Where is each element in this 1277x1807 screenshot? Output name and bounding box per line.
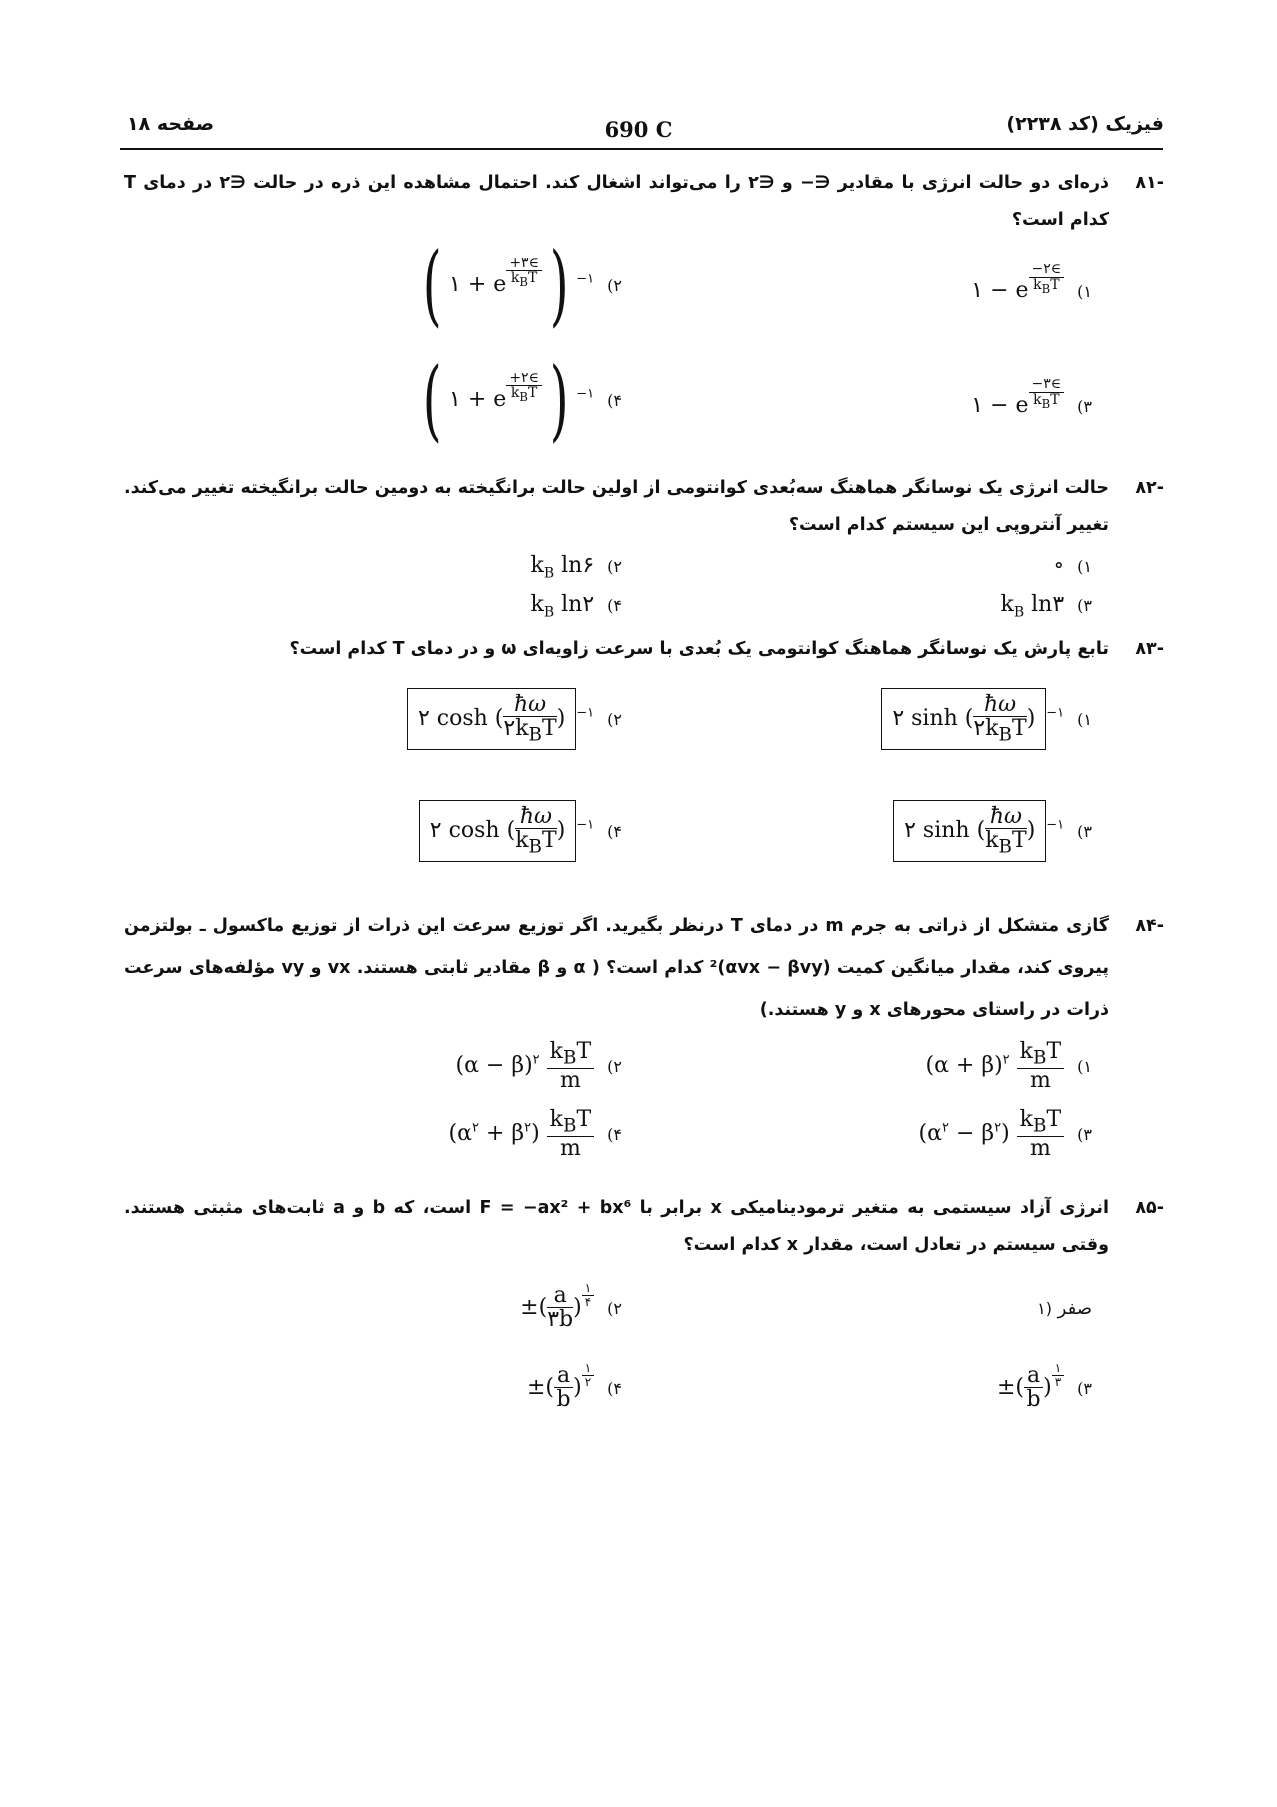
option-label: (۴ (607, 821, 622, 841)
option-expr: ۲ cosh ( $\frac{ħ\omega}{۲k_BT}$ ) $^{-۱}$ (407, 706, 594, 731)
option-expr: $k_B$ ln۶ (530, 553, 595, 582)
option-82-4[interactable] (531, 592, 623, 620)
option-expr: ( ۱ + e $\frac{+۲\in}{k_BT}$ ) $^{-۱}$ (422, 348, 595, 451)
question-number: ۸۳- (1135, 639, 1164, 659)
option-label: (۳ (1077, 397, 1092, 417)
option-82-2[interactable] (531, 553, 623, 581)
option-expr: ۲ sinh ( $\frac{ħ\omega}{k_BT}$ ) $^{-۱}$ (893, 818, 1064, 843)
option-expr: ±( $\frac{a}{۳b}$ ) $\frac{۱}{۴}$ (520, 1295, 594, 1320)
option-83-3[interactable] (893, 800, 1092, 862)
option-81-4[interactable] (415, 348, 622, 451)
option-expr: ( ۱ + e $\frac{+۳\in}{k_BT}$ ) $^{-۱}$ (422, 233, 595, 336)
header-code: 690 C (604, 117, 673, 142)
question-text: گازی متشکل از ذراتی به جرم m در دمای T درنظر بگیرید. اگر توزیع سرعت این ذرات از توزیع ماکسول ـ بولتزمن پیروی کند، مقدار میانگین کمیت (αvx − βvy)² کدام است؟ ( α و β مقادیر ثابتی هستند. vx و vy مؤلفه‌های سرعت ذرات در راستای محورهای x و y هستند.) (124, 916, 1109, 1020)
option-label: (۳ (1077, 821, 1092, 841)
option-label: (۲ (607, 1056, 622, 1076)
option-81-1[interactable] (971, 262, 1092, 303)
option-label: (۱ (1077, 709, 1092, 729)
option-expr: $(\alpha^۲ - \beta^۲)$ $\frac{k_BT}{m}$ (919, 1121, 1065, 1146)
option-85-3[interactable] (997, 1362, 1092, 1412)
option-83-1[interactable] (881, 688, 1092, 750)
question-text: تابع پارش یک نوسانگر هماهنگ کوانتومی یک بُعدی با سرعت زاویه‌ای ω و در دمای T کدام است؟ (289, 639, 1109, 659)
option-label: (۲ (607, 275, 622, 295)
option-83-2[interactable] (407, 688, 622, 750)
question-text: حالت انرژی یک نوسانگر هماهنگ سه‌بُعدی کوانتومی از اولین حالت برانگیخته به دومین حالت برانگیخته تغییر می‌کند. تغییر آنتروپی این سیستم کدام است؟ (124, 478, 1109, 535)
header-divider (120, 148, 1163, 150)
question-number: ۸۱- (1135, 173, 1164, 193)
option-expr: ۲ cosh ( $\frac{ħ\omega}{k_BT}$ ) $^{-۱}$ (419, 818, 594, 843)
option-82-1[interactable] (1053, 553, 1092, 578)
question-text: ذره‌ای دو حالت انرژی با مقادیر ∈− و ∈۲ را می‌تواند اشغال کند. احتمال مشاهده این ذره در حالت ∈۲ در دمای T کدام است؟ (124, 173, 1110, 230)
option-expr: ±( $\frac{a}{b}$ ) $\frac{۱}{۳}$ (997, 1375, 1064, 1400)
question-84 (124, 905, 1164, 1031)
question-text: انرژی آزاد سیستمی به متغیر ترمودینامیکی x برابر با F = −ax² + bx⁶ است، که b و a ثابت‌های مثبتی هستند. وقتی سیستم در تعادل است، مقدار x کدام است؟ (124, 1198, 1109, 1255)
option-label: (۱ (1037, 1299, 1052, 1318)
option-84-1[interactable] (926, 1040, 1093, 1092)
option-expr: ∘ (1053, 553, 1065, 578)
header-subject: فیزیک (کد ۲۲۳۸) (1006, 113, 1164, 135)
option-83-4[interactable] (419, 800, 622, 862)
option-label: (۱ (1077, 557, 1092, 576)
header-page: صفحه ۱۸ (127, 113, 215, 135)
option-81-3[interactable] (971, 377, 1092, 418)
option-expr: $k_B$ ln۳ (1000, 592, 1065, 621)
option-expr: صفر (1057, 1298, 1092, 1319)
option-label: (۱ (1077, 1056, 1092, 1076)
question-81 (124, 165, 1164, 239)
option-label: (۴ (607, 390, 622, 410)
option-expr: $(\alpha - \beta)^۲$ $\frac{k_BT}{m}$ (456, 1053, 595, 1078)
option-expr: ±( $\frac{a}{b}$ ) $\frac{۱}{۲}$ (527, 1375, 594, 1400)
option-expr: ۱ − e $\frac{-۲\in}{k_BT}$ (971, 278, 1064, 303)
option-label: (۴ (607, 596, 622, 615)
option-label: (۴ (607, 1124, 622, 1144)
question-85 (124, 1190, 1164, 1264)
option-label: (۳ (1077, 596, 1092, 615)
option-label: (۲ (607, 1298, 622, 1318)
question-number: ۸۵- (1135, 1198, 1164, 1218)
option-85-1[interactable] (1031, 1298, 1092, 1319)
option-85-4[interactable] (527, 1362, 622, 1412)
question-number: ۸۴- (1135, 916, 1164, 936)
question-82 (124, 470, 1164, 544)
option-expr: $(\alpha + \beta)^۲$ $\frac{k_BT}{m}$ (926, 1053, 1065, 1078)
option-label: (۱ (1077, 282, 1092, 302)
option-84-2[interactable] (456, 1040, 623, 1092)
option-expr: ۲ sinh ( $\frac{ħ\omega}{۲k_BT}$ ) $^{-۱}$ (881, 706, 1064, 731)
option-81-2[interactable] (415, 233, 622, 336)
option-label: (۲ (607, 557, 622, 576)
option-85-2[interactable] (520, 1282, 622, 1332)
option-82-3[interactable] (1001, 592, 1093, 620)
option-84-3[interactable] (919, 1108, 1092, 1160)
option-expr: ۱ − e $\frac{-۳\in}{k_BT}$ (971, 393, 1064, 418)
option-84-4[interactable] (449, 1108, 622, 1160)
option-label: (۴ (607, 1378, 622, 1398)
option-label: (۲ (607, 709, 622, 729)
option-label: (۳ (1077, 1124, 1092, 1144)
option-expr: $k_B$ ln۲ (530, 592, 595, 621)
option-label: (۳ (1077, 1378, 1092, 1398)
question-number: ۸۲- (1135, 478, 1164, 498)
option-expr: $(\alpha^۲ + \beta^۲)$ $\frac{k_BT}{m}$ (449, 1121, 595, 1146)
question-83 (124, 631, 1164, 668)
